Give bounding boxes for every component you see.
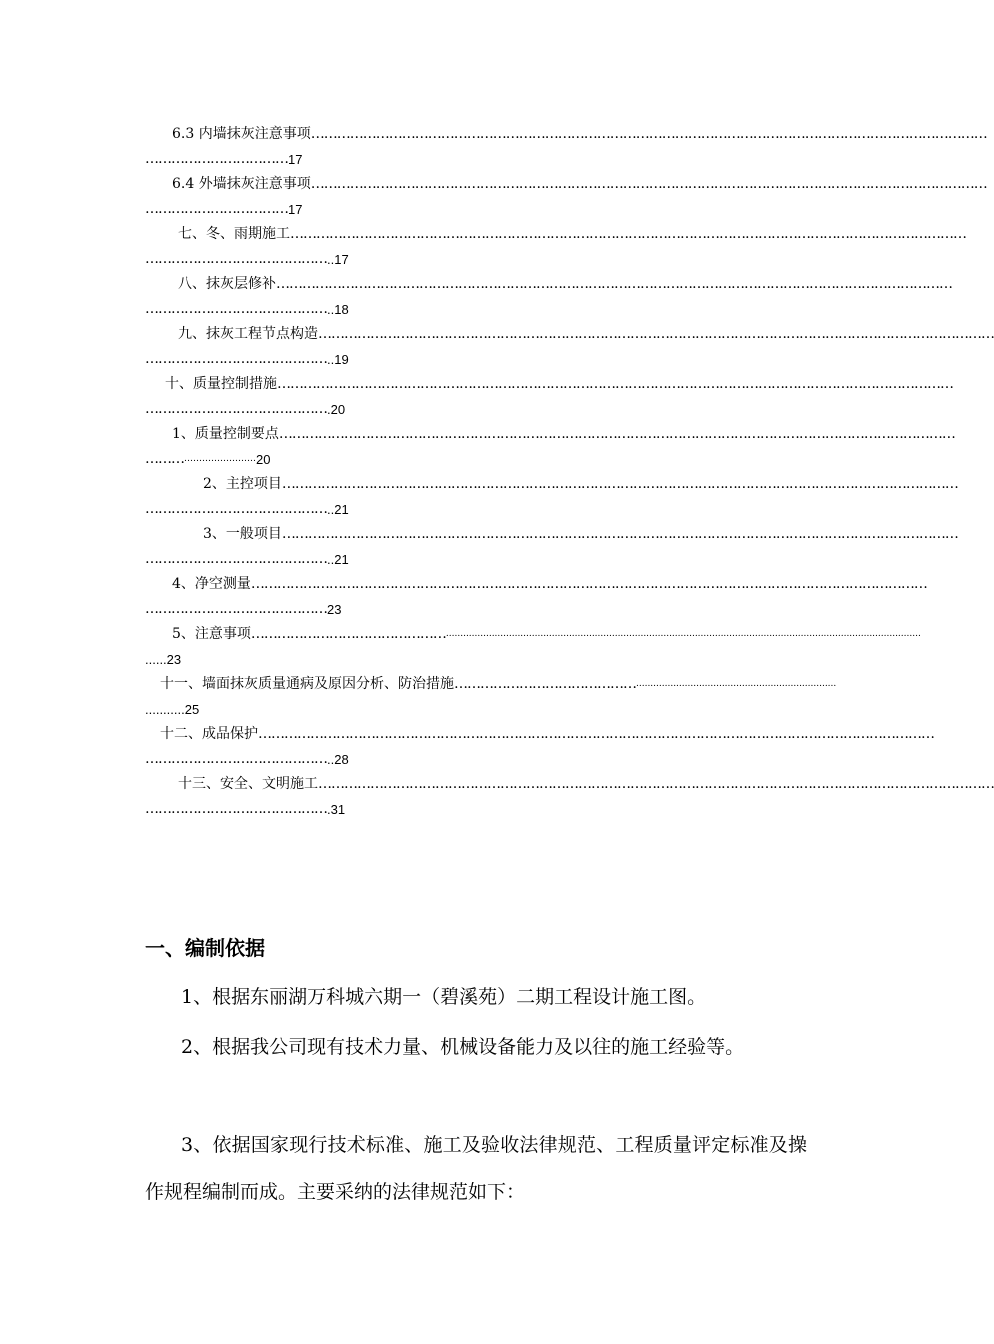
toc-entry[interactable] [145, 272, 952, 297]
toc-entry[interactable] [145, 172, 987, 197]
body-paragraph: 3、依据国家现行技术标准、施工及验收法律规范、工程质量评定标准及操作规程编制而成。主要采纳的法律规范如下： [145, 1134, 807, 1203]
toc-entry[interactable] [145, 572, 927, 597]
toc-page-number: ..28 [327, 752, 349, 767]
toc-title: 七、冬、雨期施工 [178, 226, 290, 242]
toc-entry-continuation: ……… …………………… 20 [145, 447, 805, 472]
toc-entry[interactable] [145, 522, 958, 547]
toc-entry[interactable] [145, 322, 994, 347]
toc-title: 6.4 外墙抹灰注意事项 [172, 176, 311, 192]
toc-leader: ………………………………………………………………………………………………………………………………………… [276, 276, 952, 292]
toc-leader: ………………………………………………………………………………………………………………………………………… [250, 576, 927, 592]
toc-title: 十一、墙面抹灰质量通病及原因分析、防治措施 [160, 676, 454, 692]
toc-entry-continuation: …………………………… 17 [145, 147, 805, 172]
toc-page-number: ..21 [327, 502, 349, 517]
toc-page-number: ..17 [327, 252, 349, 267]
toc-entry-continuation: …………………………………… .20 [145, 397, 805, 422]
toc-leader: ………………………………………………………………………………………………………………………………………… [310, 126, 987, 142]
toc-page-number: .20 [327, 402, 346, 417]
toc-title: 八、抹灰层修补 [178, 276, 276, 292]
toc-leader: …………………………………… [454, 676, 636, 692]
toc-entry[interactable] [145, 422, 955, 447]
toc-page-number: ...........25 [145, 702, 200, 717]
toc-title: 十、质量控制措施 [165, 376, 277, 392]
toc-page-number: 17 [288, 152, 303, 167]
body-paragraph: 1、根据东丽湖万科城六期一（碧溪苑）二期工程设计施工图。 [181, 986, 707, 1008]
toc-entry-continuation: …………………………………… ..17 [145, 247, 805, 272]
toc-leader: ……………………………………… [250, 626, 446, 642]
toc-entry[interactable] [145, 722, 934, 747]
toc-leader: ………………………………………………………………………………………………………………………………………… [277, 376, 953, 392]
toc-entry-continuation: …………………………………… ..19 [145, 347, 805, 372]
toc-title: 十二、成品保护 [160, 726, 258, 742]
toc-entry-continuation: …………………………………… ..21 [145, 497, 805, 522]
toc-title: 4、净空测量 [172, 576, 251, 592]
toc-entry[interactable] [145, 772, 994, 797]
toc-page-number: 23 [327, 602, 342, 617]
toc-entry-continuation: …………………………………… ..18 [145, 297, 805, 322]
body-paragraph: 2、根据我公司现有技术力量、机械设备能力及以往的施工经验等。 [181, 1036, 745, 1058]
toc-title: 5、注意事项 [172, 626, 251, 642]
toc-title: 十三、安全、文明施工 [178, 776, 318, 792]
toc-entry[interactable]: 十一、墙面抹灰质量通病及原因分析、防治措施 …………………………………… ...................................................................... [145, 672, 805, 697]
toc-title: 九、抹灰工程节点构造 [178, 326, 318, 342]
section-heading: 一、编制依据 [145, 936, 265, 960]
toc-leader: ………………………………………………………………………………………………………………………………………… [290, 226, 966, 242]
toc-entry-continuation: …………………………………… ..28 [145, 747, 805, 772]
toc-entry-continuation: …………………………… 17 [145, 197, 805, 222]
toc-leader: ………………………………………………………………………………………………………………………………………… [281, 526, 958, 542]
toc-title: 3、一般项目 [203, 526, 282, 542]
toc-page-number: ......23 [145, 652, 182, 667]
toc-page-number: 20 [256, 452, 271, 467]
toc-entry[interactable] [145, 372, 953, 397]
toc-entry[interactable]: 5、注意事项 ……………………………………… ...................................................................................................................................................................... [145, 622, 805, 647]
toc-leader: ………………………………………………………………………………………………………………………………………… [318, 776, 994, 792]
toc-page-number: ..19 [327, 352, 349, 367]
toc-entry[interactable] [145, 122, 987, 147]
toc-leader: ………………………………………………………………………………………………………………………………………… [318, 326, 994, 342]
toc-entry-continuation [145, 697, 805, 722]
toc-entry[interactable] [145, 222, 966, 247]
toc-entry-continuation: …………………………………… 23 [145, 597, 805, 622]
toc-title: 1、质量控制要点 [172, 426, 279, 442]
toc-page-number: ..21 [327, 552, 349, 567]
toc-entry-continuation: …………………………………… .31 [145, 797, 805, 822]
toc-leader: ………………………………………………………………………………………………………………………………………… [310, 176, 987, 192]
toc-title: 2、主控项目 [203, 476, 282, 492]
toc-entry-continuation: …………………………………… ..21 [145, 547, 805, 572]
toc-page-number: .31 [327, 802, 346, 817]
toc-leader: ………………………………………………………………………………………………………………………………………… [278, 426, 955, 442]
toc-entry-continuation [145, 647, 805, 672]
toc-page-number: 17 [288, 202, 303, 217]
toc-leader: ………………………………………………………………………………………………………………………………………… [258, 726, 934, 742]
toc-title: 6.3 内墙抹灰注意事项 [172, 126, 311, 142]
toc-page-number: ..18 [327, 302, 349, 317]
toc-entry[interactable] [145, 472, 958, 497]
toc-leader: ………………………………………………………………………………………………………………………………………… [281, 476, 958, 492]
